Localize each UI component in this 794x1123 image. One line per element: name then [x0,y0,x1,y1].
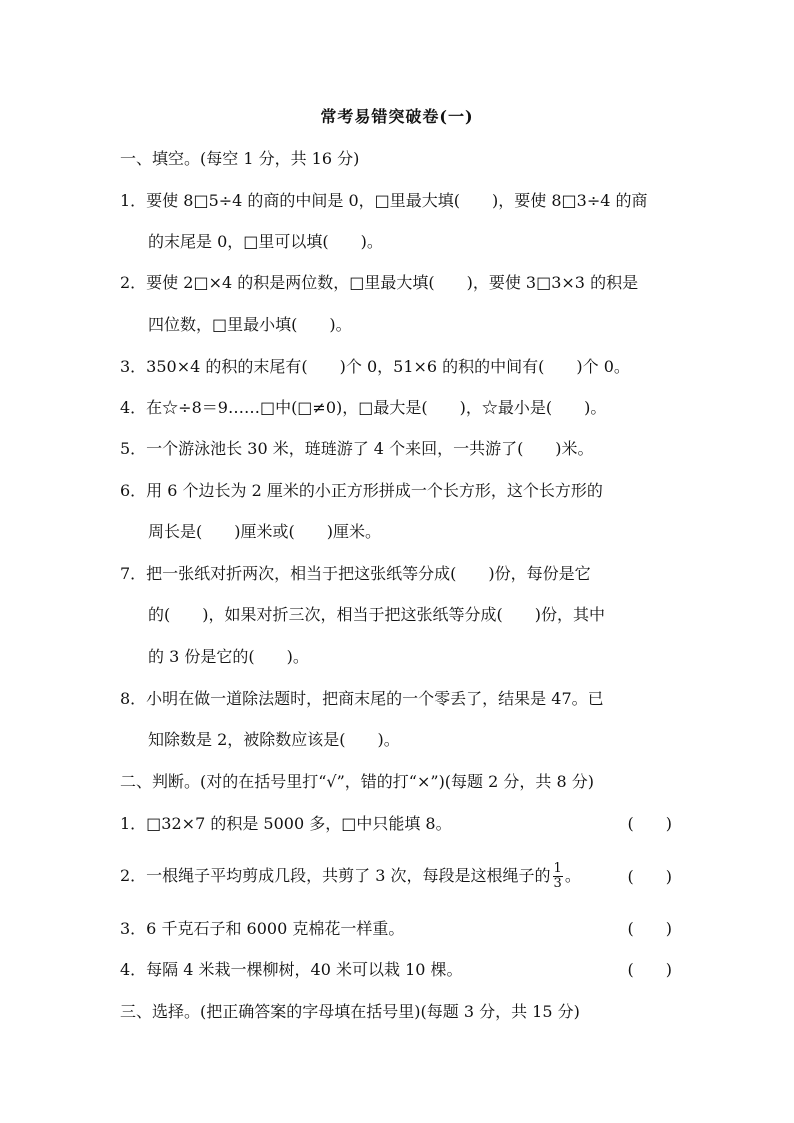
question-7-line-1: 7．把一张纸对折两次，相当于把这张纸等分成( )份，每份是它 [120,564,591,583]
fraction-one-third [553,862,563,891]
judgment-2-end-mark: 。 [564,866,581,885]
section-fill-blank-heading: 一、填空。(每空 1 分，共 16 分) [120,149,360,168]
question-7-line-2: 的( )，如果对折三次，相当于把这张纸等分成( )份，其中 [148,605,605,624]
fraction-denominator: 3 [553,876,562,891]
question-8-line-1: 8．小明在做一道除法题时，把商末尾的一个零丢了，结果是 47。已 [120,689,604,708]
question-5-line-1: 5．一个游泳池长 30 米，琏琏游了 4 个来回，一共游了( )米。 [120,439,594,458]
judgment-3-text: 3．6 千克石子和 6000 克棉花一样重。 [120,919,405,938]
question-1-line-2: 的末尾是 0，□里可以填( )。 [148,232,383,251]
question-3-line-1: 3．350×4 的积的末尾有( )个 0，51×6 的积的中间有( )个 0。 [120,357,630,376]
judgment-3-answer-parens: ( ) [627,919,672,938]
judgment-1-text: 1．□32×7 的积是 5000 多，□中只能填 8。 [120,814,452,833]
question-2-line-1: 2．要使 2□×4 的积是两位数，□里最大填( )，要使 3□3×3 的积是 [120,273,639,292]
judgment-2-statement: 2．一根绳子平均剪成几段，共剪了 3 次，每段是这根绳子的 [120,866,551,885]
question-4-line-1: 4．在☆÷8＝9……□中(□≠0)，□最大是( )，☆最小是( )。 [120,398,607,417]
judgment-2-answer-parens: ( ) [627,867,672,886]
question-6-line-2: 周长是( )厘米或( )厘米。 [148,522,381,541]
judgment-2-text [120,862,581,891]
question-8-line-2: 知除数是 2，被除数应该是( )。 [148,730,400,749]
judgment-4-answer-parens: ( ) [627,960,672,979]
question-6-line-1: 6．用 6 个边长为 2 厘米的小正方形拼成一个长方形，这个长方形的 [120,481,603,500]
judgment-4-text: 4．每隔 4 米栽一棵柳树，40 米可以栽 10 棵。 [120,960,463,979]
question-2-line-2: 四位数，□里最小填( )。 [148,315,352,334]
section-choice-heading: 三、选择。(把正确答案的字母填在括号里)(每题 3 分，共 15 分) [120,1002,580,1021]
question-1-line-1: 1．要使 8□5÷4 的商的中间是 0，□里最大填( )，要使 8□3÷4 的商 [120,191,648,210]
page-title: 常考易错突破卷(一) [320,107,474,126]
question-7-line-3: 的 3 份是它的( )。 [148,647,309,666]
section-judgment-heading: 二、判断。(对的在括号里打“√”，错的打“×”)(每题 2 分，共 8 分) [120,772,594,791]
fraction-numerator: 1 [553,861,562,876]
judgment-1-answer-parens: ( ) [627,814,672,833]
